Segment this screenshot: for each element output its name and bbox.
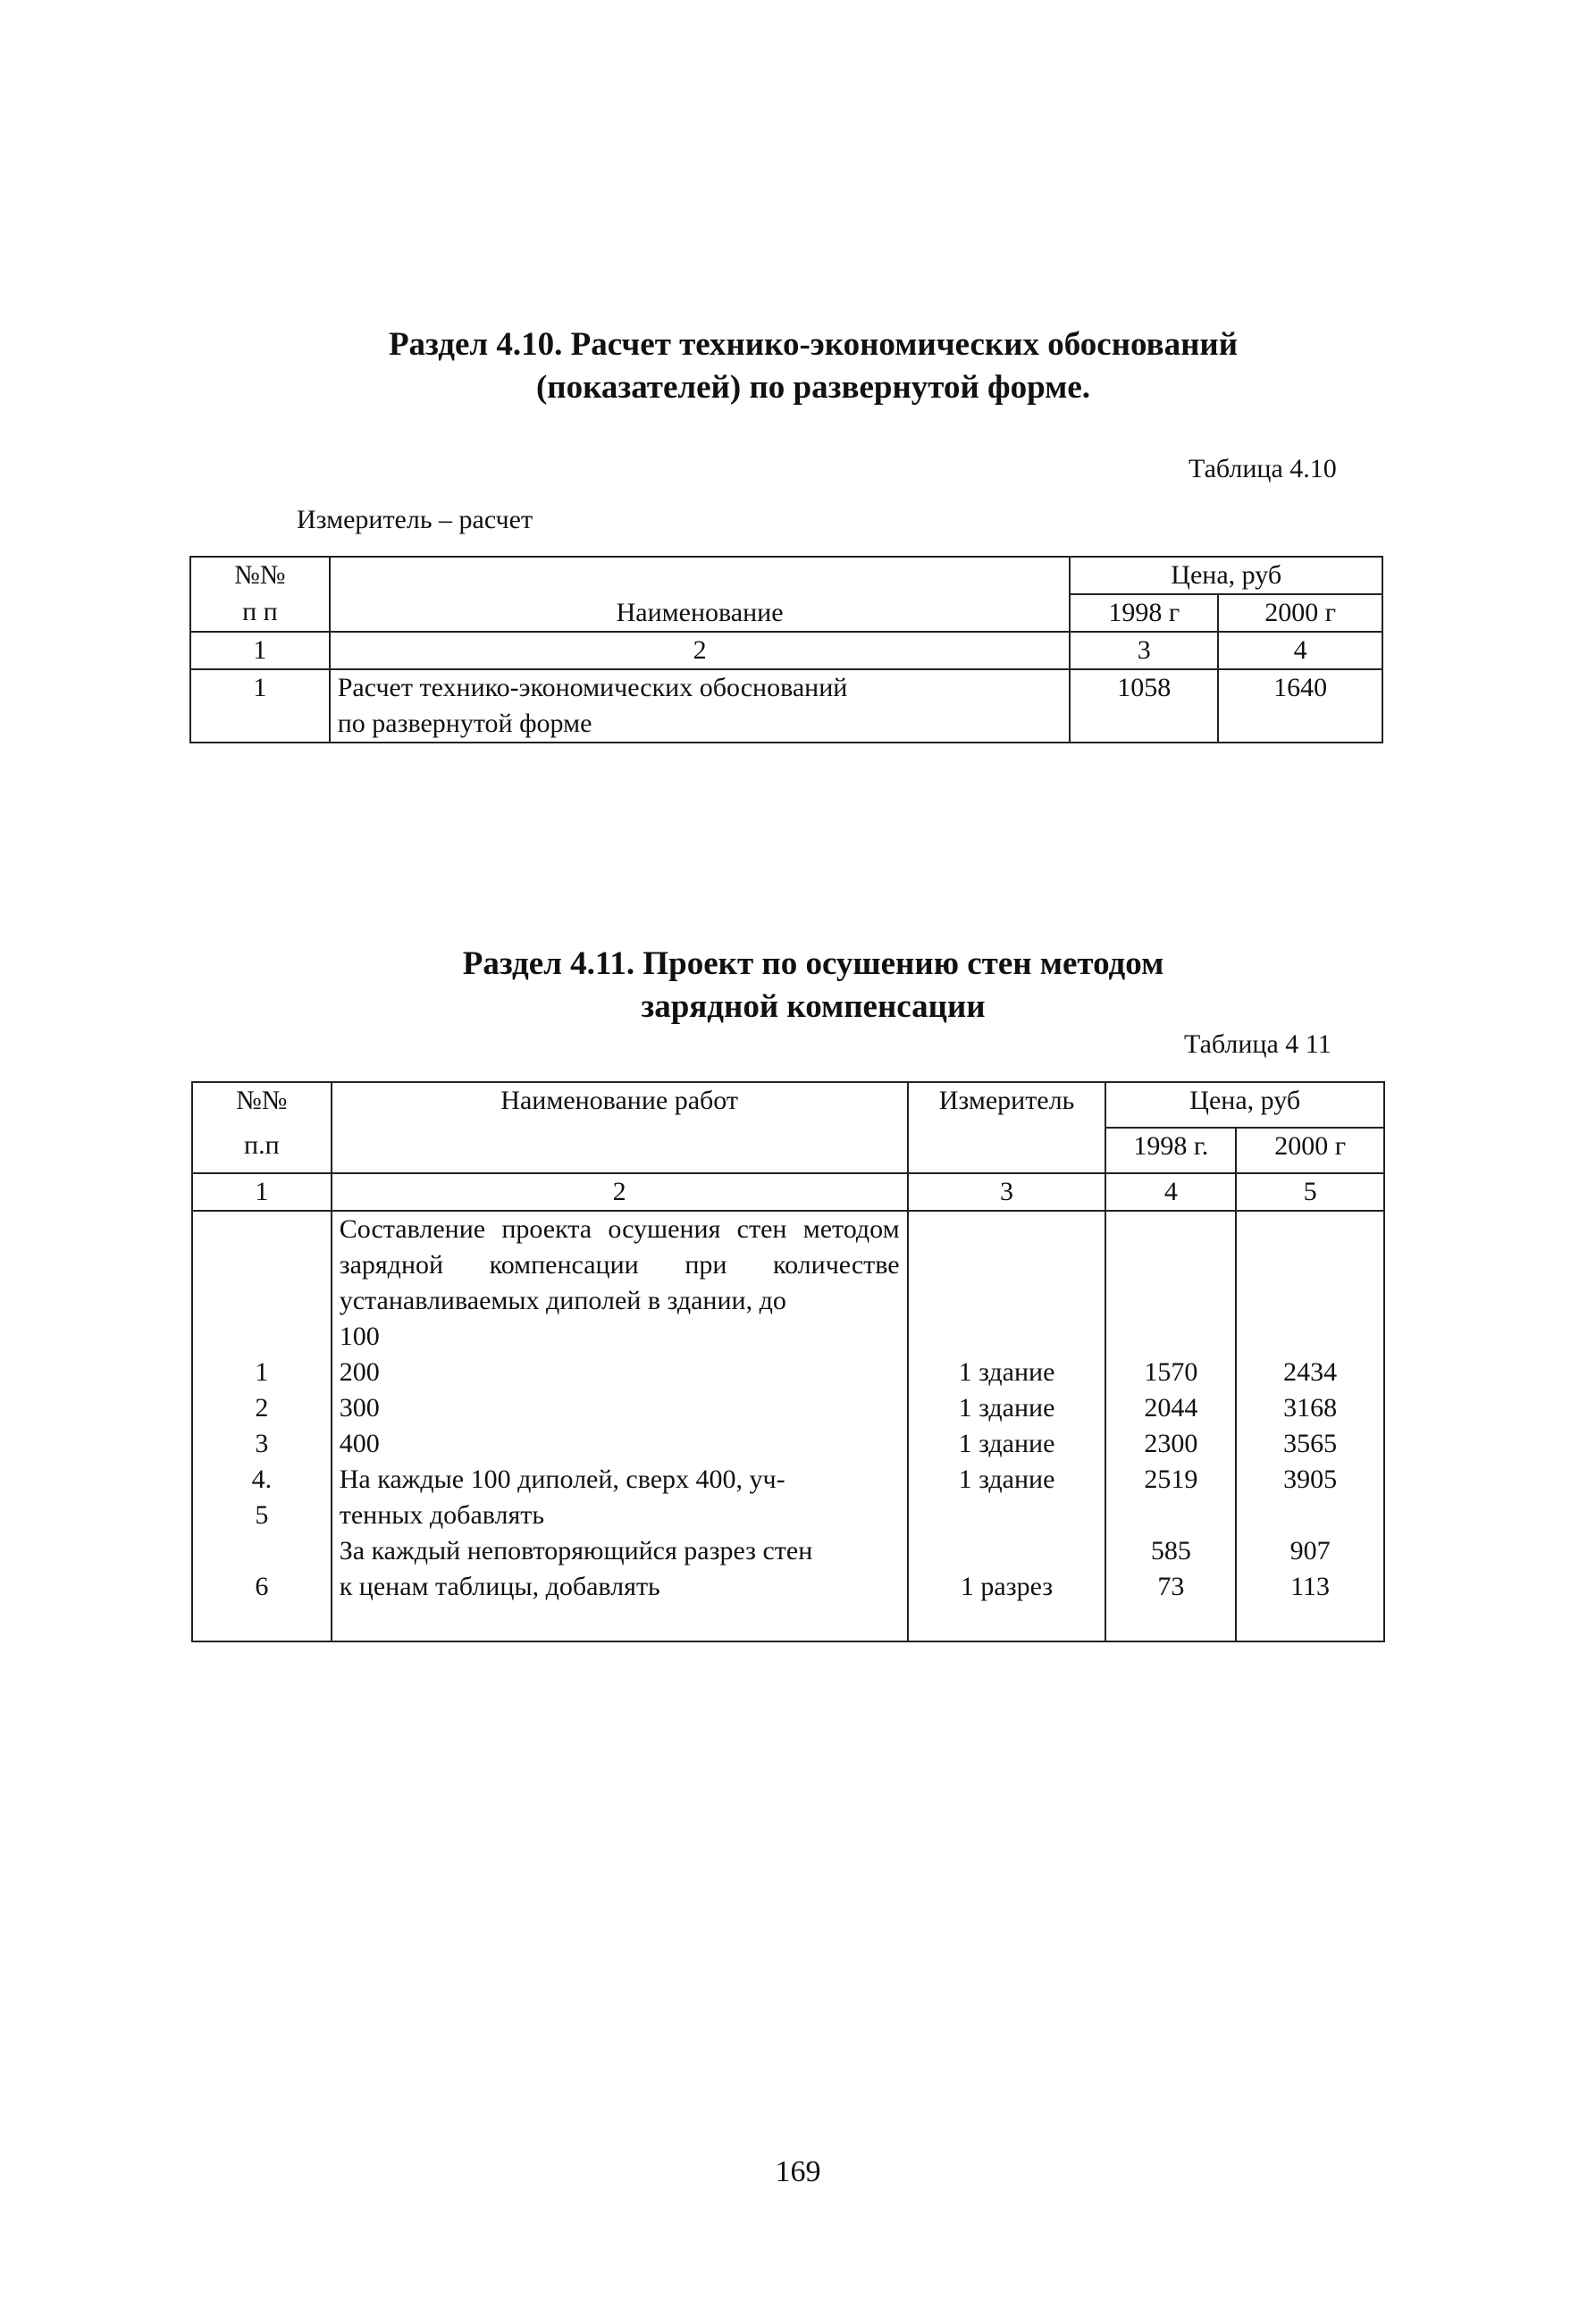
t411-num-5: 5 — [1236, 1173, 1384, 1211]
t411-header-price: Цена, руб — [1105, 1082, 1384, 1128]
t411-row6-name-line1: За каждый неповторяющийся разрез стен — [339, 1536, 813, 1566]
table-410-label: Таблица 4.10 — [1189, 454, 1337, 483]
t411-col-unit — [908, 1211, 1106, 1641]
section-410-title — [268, 323, 1358, 409]
t411-row4-no: 4. — [251, 1465, 273, 1494]
t411-header-no-1: №№ — [192, 1082, 332, 1128]
t410-row-no: 1 — [190, 669, 330, 743]
t411-row2-name: 200 — [339, 1357, 380, 1387]
t411-row5-no: 5 — [255, 1500, 269, 1530]
t411-row5-name-line1: На каждые 100 диполей, сверх 400, уч- — [339, 1465, 785, 1494]
t410-num-1: 1 — [190, 632, 330, 669]
t411-num-3: 3 — [908, 1173, 1106, 1211]
t411-row2-no: 2 — [255, 1393, 269, 1423]
t411-row5-1998: 585 — [1150, 1536, 1191, 1566]
section-411-title-line2: зарядной компенсации — [641, 988, 986, 1025]
t411-row6-1998: 73 — [1157, 1572, 1185, 1601]
t410-row-name-line2: по развернутой форме — [337, 709, 592, 738]
table-411-label: Таблица 4 11 — [1184, 1029, 1331, 1059]
t411-row5-name-line2: тенных добавлять — [339, 1500, 545, 1530]
t411-col-name — [332, 1211, 908, 1641]
t410-header-no-1: №№ — [190, 557, 330, 594]
t411-num-4: 4 — [1105, 1173, 1236, 1211]
t411-col-no — [192, 1211, 332, 1641]
t411-col-1998 — [1105, 1211, 1236, 1641]
t410-row-1998: 1058 — [1070, 669, 1218, 743]
section-410-title-line2: (показателей) по развернутой форме. — [535, 369, 1091, 406]
t411-row1-no: 1 — [255, 1357, 269, 1387]
t411-num-1: 1 — [192, 1173, 332, 1211]
t411-number-row — [192, 1173, 1384, 1211]
t411-row4-2000: 3905 — [1283, 1465, 1338, 1494]
t410-num-3: 3 — [1070, 632, 1218, 669]
t411-row1-1998: 1570 — [1144, 1357, 1198, 1387]
t410-num-2: 2 — [330, 632, 1071, 669]
t411-row4-name: 400 — [339, 1429, 380, 1458]
t411-row6-2000: 113 — [1290, 1572, 1331, 1601]
section-411-title-line1: Раздел 4.11. Проект по осушению стен методом — [462, 945, 1164, 982]
t411-row3-no: 3 — [255, 1429, 269, 1458]
section-410-title-line1: Раздел 4.10. Расчет технико-экономических обоснований — [388, 326, 1239, 363]
t411-row1-name: 100 — [339, 1322, 380, 1351]
t410-row-name-line1: Расчет технико-экономических обоснований — [337, 673, 848, 702]
t411-row3-name: 300 — [339, 1393, 380, 1423]
t410-row-name — [330, 669, 1071, 743]
t411-row3-2000: 3565 — [1283, 1429, 1338, 1458]
t411-row6-no: 6 — [255, 1572, 269, 1601]
t410-header-no-2: п п — [190, 594, 330, 632]
t411-row1-2000: 2434 — [1283, 1357, 1338, 1387]
t410-header-name: Наименование — [330, 557, 1071, 632]
t411-row2-1998: 2044 — [1144, 1393, 1198, 1423]
t411-row4-unit: 1 здание — [958, 1465, 1055, 1494]
t411-row2-unit: 1 здание — [958, 1393, 1055, 1423]
table-row — [192, 1211, 1384, 1641]
t411-row3-1998: 2300 — [1144, 1429, 1198, 1458]
table-410-measure: Измеритель – расчет — [297, 505, 533, 534]
t411-row1-unit: 1 здание — [958, 1357, 1055, 1387]
t410-number-row — [190, 632, 1382, 669]
table-410 — [189, 556, 1383, 743]
t410-num-4: 4 — [1218, 632, 1382, 669]
t411-row4-1998: 2519 — [1144, 1465, 1198, 1494]
t411-intro: Составление проекта осушения стен методом зарядной компенсации при количестве устанавливаемых диполей в здании, до — [339, 1214, 900, 1315]
table-411 — [191, 1081, 1385, 1642]
t411-header-2000: 2000 г — [1236, 1128, 1384, 1173]
t411-row6-unit: 1 разрез — [960, 1572, 1054, 1601]
t411-header-no-2: п.п — [192, 1128, 332, 1173]
page-number: 169 — [775, 2155, 821, 2188]
t411-row3-unit: 1 здание — [958, 1429, 1055, 1458]
t411-header-name: Наименование работ — [332, 1082, 908, 1173]
t411-col-2000 — [1236, 1211, 1384, 1641]
table-row — [190, 669, 1382, 743]
t411-row5-2000: 907 — [1289, 1536, 1331, 1566]
t411-header-1998: 1998 г. — [1105, 1128, 1236, 1173]
section-411-title — [268, 943, 1358, 1028]
t410-header-price: Цена, руб — [1070, 557, 1382, 594]
t411-header-unit: Измеритель — [908, 1082, 1106, 1173]
t411-row5-unit — [916, 1498, 1098, 1569]
t410-header-2000: 2000 г — [1218, 594, 1382, 632]
t410-row-2000: 1640 — [1218, 669, 1382, 743]
t411-row6-name-line2: к ценам таблицы, добавлять — [339, 1572, 660, 1601]
t411-num-2: 2 — [332, 1173, 908, 1211]
t410-header-1998: 1998 г — [1070, 594, 1218, 632]
t411-row2-2000: 3168 — [1283, 1393, 1338, 1423]
